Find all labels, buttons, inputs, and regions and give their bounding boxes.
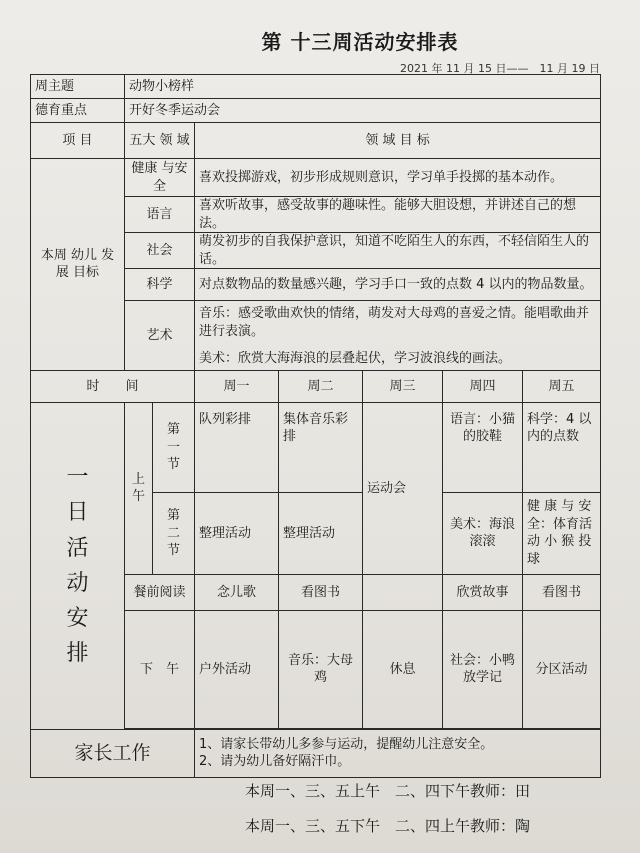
domain-goals-header: 领 域 目 标 <box>195 123 601 159</box>
domain-name: 科学 <box>125 269 195 301</box>
header-row <box>31 123 601 159</box>
thu-reading: 欣赏故事 <box>443 574 523 610</box>
wed-reading <box>363 574 443 610</box>
domain-row <box>31 159 601 197</box>
session2-label-text: 第 二 节 <box>166 508 180 559</box>
teacher-line-2: 本周一、三、五下午 二、四上午教师：陶 <box>245 817 531 835</box>
parent-row <box>31 729 601 777</box>
daily-label-text: 一 日 活 动 安 排 <box>66 465 89 667</box>
domain-goal: 对点数物品的数量感兴趣，学习手口一致的点数 4 以内的物品数量。 <box>195 269 601 301</box>
afternoon-label: 下 午 <box>125 610 195 728</box>
tue-reading: 看图书 <box>279 574 363 610</box>
domain-goal: 萌发初步的自我保护意识，知道不吃陌生人的东西，不轻信陌生人的话。 <box>195 233 601 269</box>
art-goal: 美术：欣赏大海海浪的层叠起伏，学习波浪线的画法。 <box>199 351 512 367</box>
teacher-line-1: 本周一、三、五上午 二、四下午教师：田 <box>245 782 531 800</box>
moral-row <box>31 99 601 123</box>
date-range: 2021 年 11 月 15 日—— 11 月 19 日 <box>400 62 600 75</box>
document-title: 第 十三周活动安排表 <box>261 30 459 54</box>
session1-label <box>153 402 195 492</box>
time-header-row <box>31 370 601 402</box>
mon-session1: 队列彩排 <box>195 402 279 492</box>
music-goal: 音乐：感受歌曲欢快的情绪，萌发对大母鸡的喜爱之情。能唱歌曲并进行表演。 <box>199 306 590 339</box>
day-header: 周五 <box>523 370 601 402</box>
domain-goal: 喜欢听故事，感受故事的趣味性。能够大胆设想，并讲述自己的想法。 <box>195 197 601 233</box>
morning-label <box>125 402 153 574</box>
theme-row <box>31 75 601 99</box>
tue-session1: 集体音乐彩排 <box>279 402 363 492</box>
domain-goal: 喜欢投掷游戏，初步形成规则意识，学习单手投掷的基本动作。 <box>195 159 601 197</box>
parent-item: 1、请家长带幼儿多参与运动，提醒幼儿注意安全。 <box>199 736 494 752</box>
session2-label <box>153 492 195 574</box>
domain-name: 健康 与安全 <box>125 159 195 197</box>
morning-label-text: 上 午 <box>131 471 145 505</box>
item-header: 项 目 <box>31 123 125 159</box>
theme-value: 动物小榜样 <box>125 75 601 99</box>
mon-reading: 念儿歌 <box>195 574 279 610</box>
goals-label: 本周 幼儿 发展 目标 <box>31 159 125 371</box>
fri-reading: 看图书 <box>523 574 601 610</box>
day-header: 周一 <box>195 370 279 402</box>
moral-label: 德育重点 <box>31 99 125 123</box>
thu-session2: 美术：海浪滚滚 <box>443 492 523 574</box>
fri-session2: 健 康 与 安 全：体育活 动 小 猴 投 球 <box>523 492 601 574</box>
daily-label <box>31 402 125 729</box>
domain-name: 社会 <box>125 233 195 269</box>
thu-afternoon: 社会：小鸭放学记 <box>443 610 523 728</box>
day-header: 周二 <box>279 370 363 402</box>
tue-session2: 整理活动 <box>279 492 363 574</box>
parent-item: 2、请为幼儿备好隔汗巾。 <box>199 754 351 770</box>
mon-session2: 整理活动 <box>195 492 279 574</box>
time-header: 时 间 <box>31 370 195 402</box>
day-header: 周三 <box>363 370 443 402</box>
wed-morning: 运动会 <box>363 402 443 574</box>
reading-label: 餐前阅读 <box>125 574 195 610</box>
domain-name: 语言 <box>125 197 195 233</box>
schedule-table <box>30 74 601 778</box>
parent-label: 家长工作 <box>31 729 195 777</box>
fri-session1: 科学：4 以内的点数 <box>523 402 601 492</box>
moral-value: 开好冬季运动会 <box>125 99 601 123</box>
fri-afternoon: 分区活动 <box>523 610 601 728</box>
five-domains-header: 五大 领 域 <box>125 123 195 159</box>
mon-afternoon: 户外活动 <box>195 610 279 728</box>
thu-session1: 语言：小猫的胶鞋 <box>443 402 523 492</box>
domain-name: 艺术 <box>125 301 195 371</box>
tue-afternoon: 音乐：大母鸡 <box>279 610 363 728</box>
domain-goal <box>195 301 601 371</box>
wed-afternoon: 休息 <box>363 610 443 728</box>
session1-row <box>31 402 601 492</box>
theme-label: 周主题 <box>31 75 125 99</box>
day-header: 周四 <box>443 370 523 402</box>
parent-items <box>195 729 601 777</box>
session1-label-text: 第 一 节 <box>166 422 180 473</box>
